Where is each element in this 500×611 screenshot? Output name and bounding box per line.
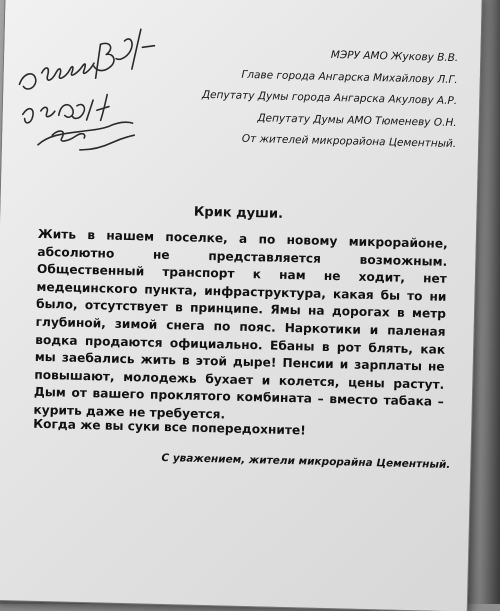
- sender-line: От жителей микрорайона Цементный.: [241, 132, 457, 151]
- letter-title: Крик души.: [193, 204, 284, 222]
- addressee-line: МЭРУ АМО Жукову В.В.: [330, 48, 459, 65]
- letter-signature: С уважением, жители микрорайна Цементный.: [161, 451, 451, 471]
- addressee-line: Депутату Думы АМО Тюменеву О.Н.: [257, 111, 457, 129]
- addressee-block: [96, 44, 459, 160]
- addressee-line: Депутату Думы города Ангарска Акулову А.Р.: [201, 88, 458, 108]
- letter-body: Жить в нашем поселке, а по новому микрорайоне, абсолютно не представляется возможным. Общественный транспорт к нам не ходит, нет медецинского пункта, инфраструктура, какая бы то ни было, отсутствует в принципе. Ямы на дорогах в метр глубиной, зимой снега по пояс. Наркотики и паленая водка продаются официально. Ебаны в рот блять, как мы заебались жить в этой дыре! Пенсии и зарплаты не повышают, молодежь бухает и колется, цены растут. Дым от вашего проклятого комбината – вместо табака – курить даже не требуется.: [33, 226, 448, 422]
- page-edge-shadow: [480, 0, 500, 604]
- addressee-line: Главе города Ангарска Михайлову Л.Г.: [241, 68, 458, 86]
- letter-closing: Когда же вы суки все попередохните!: [32, 416, 306, 438]
